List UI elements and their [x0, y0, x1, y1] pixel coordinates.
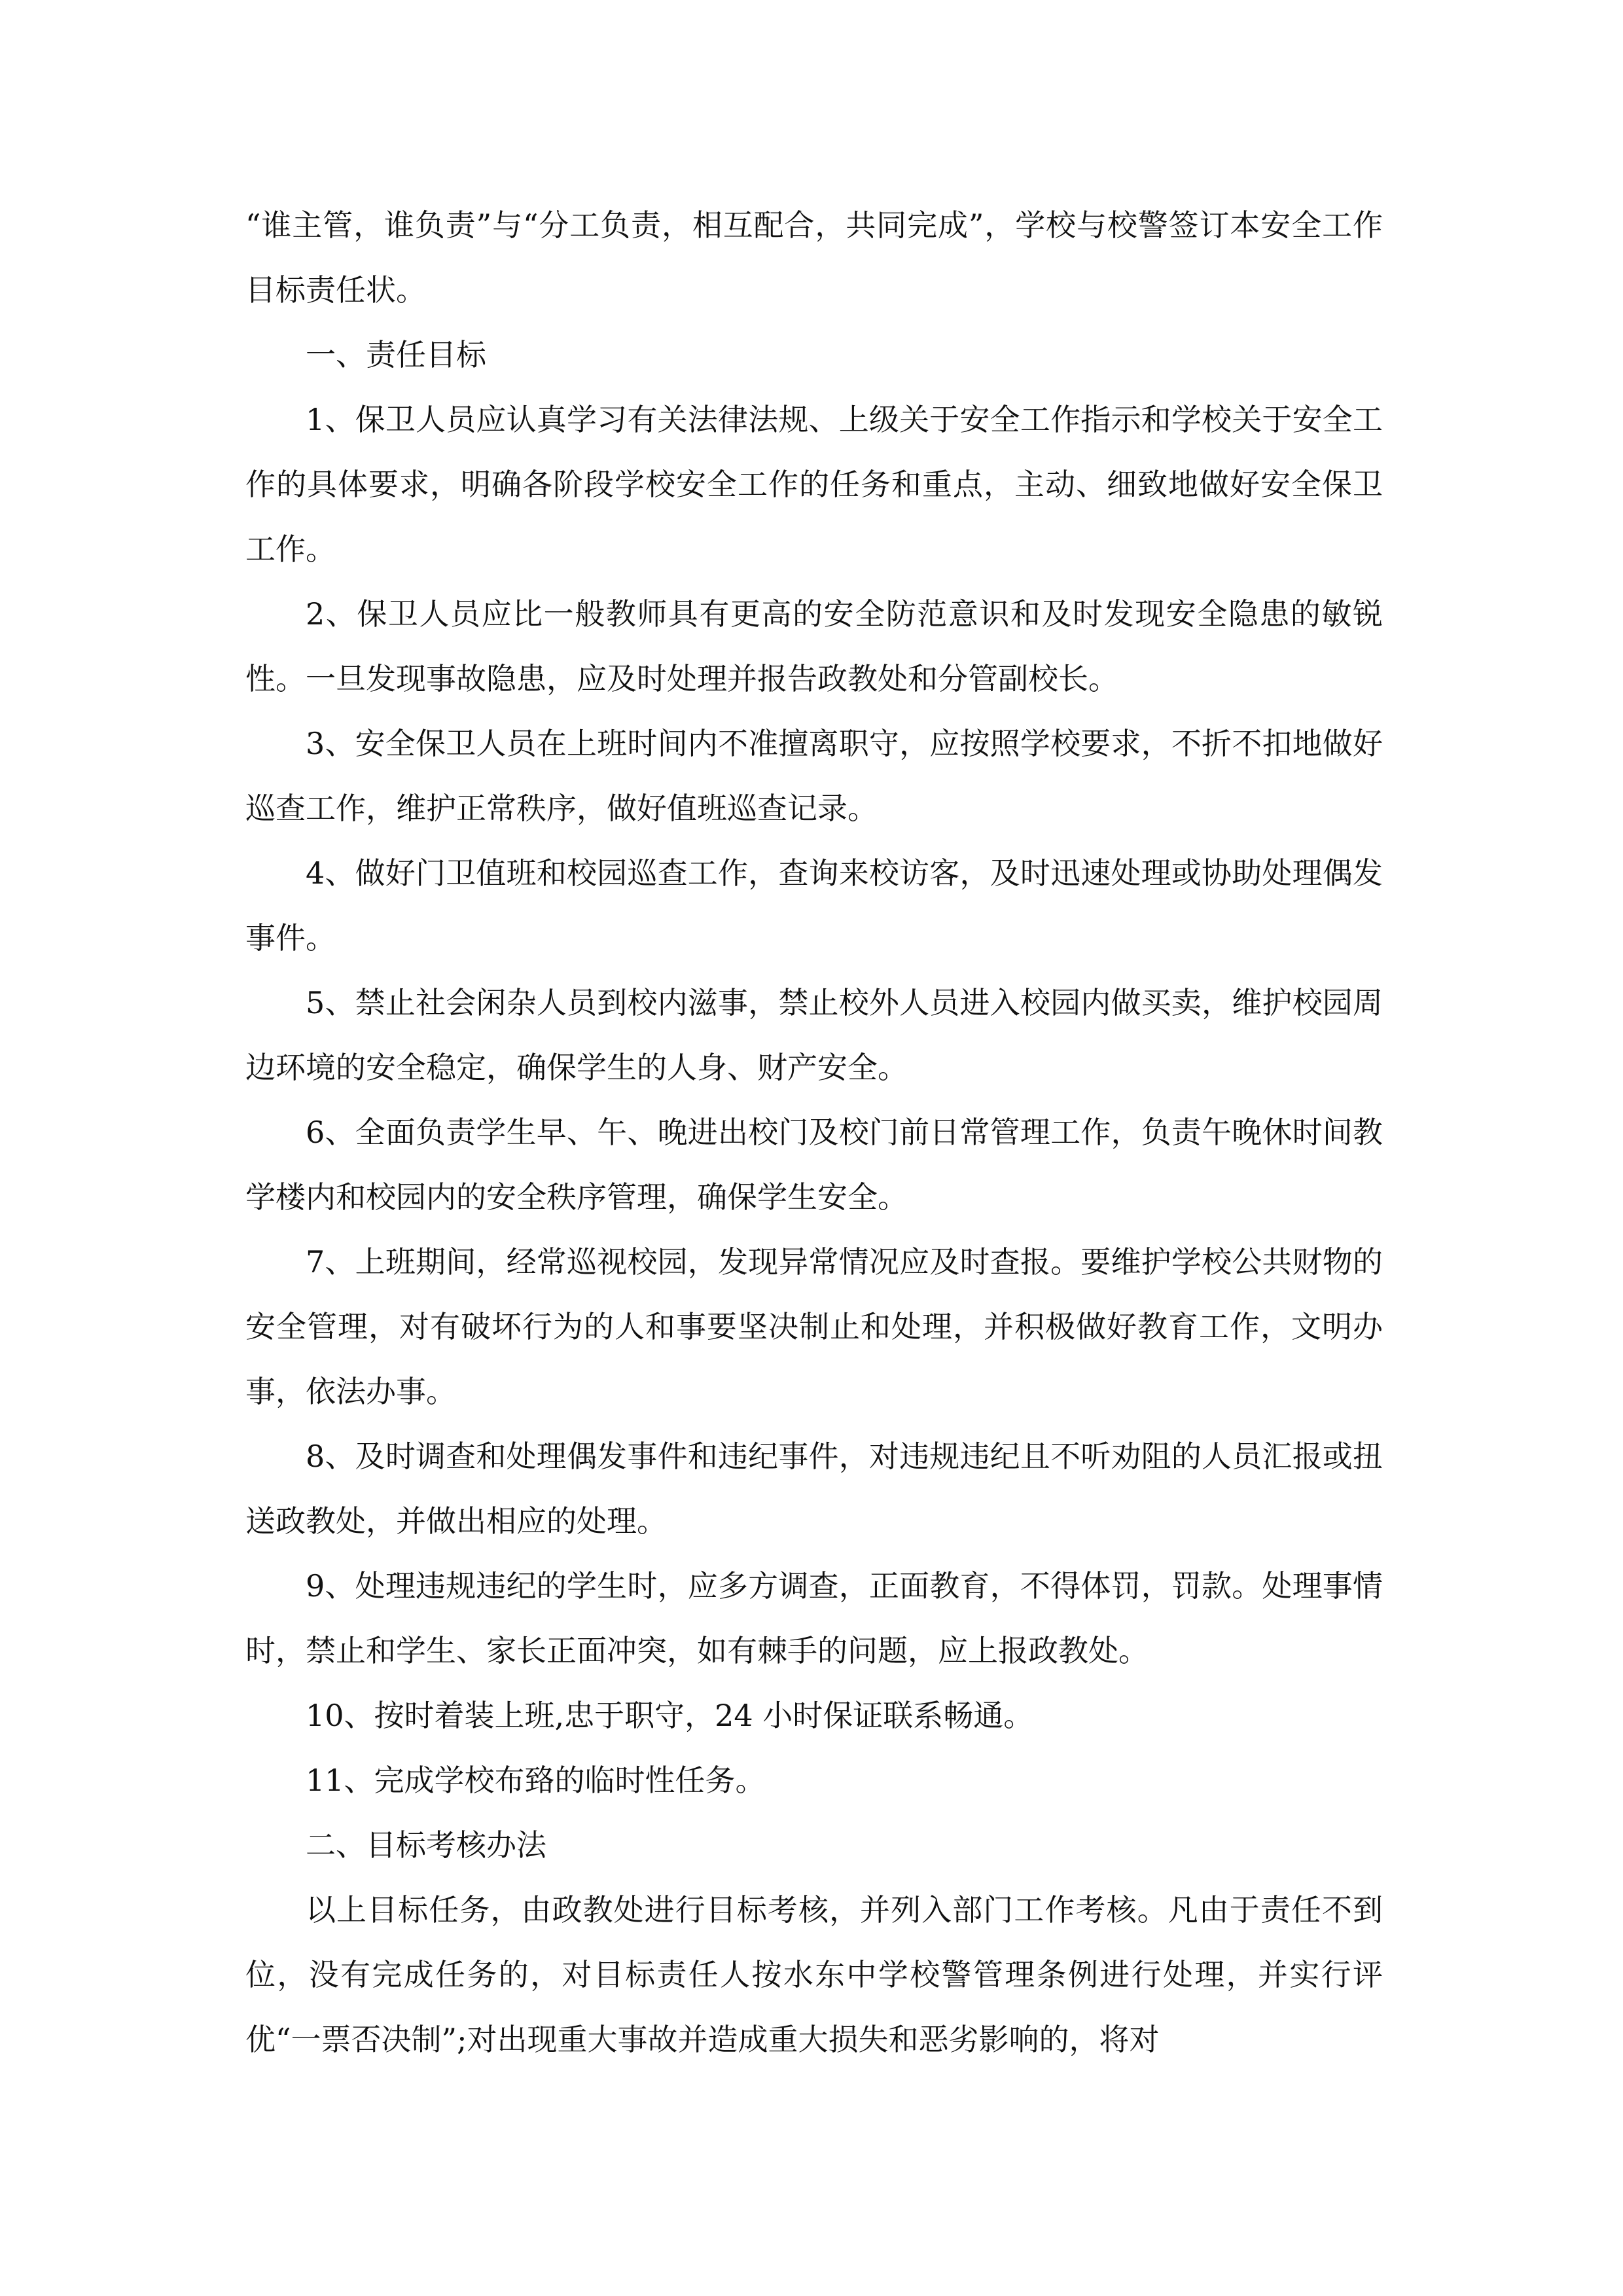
paragraph-item-7: 7、上班期间，经常巡视校园，发现异常情况应及时查报。要维护学校公共财物的安全管理，对有破坏行为的人和事要坚决制止和处理，并积极做好教育工作，文明办事，依法办事。: [245, 1244, 1383, 1409]
section-heading-assessment-method: 二、目标考核办法: [306, 1827, 546, 1863]
paragraph-item-1: 1、保卫人员应认真学习有关法律法规、上级关于安全工作指示和学校关于安全工作的具体要求，明确各阶段学校安全工作的任务和重点，主动、细致地做好安全保卫工作。: [245, 402, 1383, 567]
paragraph-item-6: 6、全面负责学生早、午、晚进出校门及校门前日常管理工作，负责午晚休时间教学楼内和校园内的安全秩序管理，确保学生安全。: [245, 1115, 1383, 1215]
paragraph-intro: “谁主管，谁负责”与“分工负责，相互配合，共同完成”，学校与校警签订本安全工作目标责任状。: [245, 207, 1383, 308]
paragraph-item-9: 9、处理违规违纪的学生时，应多方调查，正面教育，不得体罚，罚款。处理事情时，禁止和学生、家长正面冲突，如有棘手的问题，应上报政教处。: [245, 1568, 1383, 1668]
paragraph-item-2: 2、保卫人员应比一般教师具有更高的安全防范意识和及时发现安全隐患的敏锐性。一旦发现事故隐患，应及时处理并报告政教处和分管副校长。: [245, 596, 1383, 696]
paragraph-item-11: 11、完成学校布臵的临时性任务。: [306, 1763, 766, 1798]
paragraph-item-5: 5、禁止社会闲杂人员到校内滋事，禁止校外人员进入校园内做买卖，维护校园周边环境的安全稳定，确保学生的人身、财产安全。: [245, 985, 1383, 1085]
section-heading-responsibility-goals: 一、责任目标: [306, 337, 486, 372]
document-body: [245, 193, 1383, 2072]
paragraph-item-8: 8、及时调查和处理偶发事件和违纪事件，对违规违纪且不听劝阻的人员汇报或扭送政教处，并做出相应的处理。: [245, 1439, 1383, 1539]
paragraph-assessment: 以上目标任务，由政教处进行目标考核，并列入部门工作考核。凡由于责任不到位，没有完成任务的，对目标责任人按水东中学校警管理条例进行处理，并实行评优“一票否决制”;对出现重大事故并造成重大损失和恶劣影响的，将对: [245, 1892, 1383, 2057]
paragraph-item-4: 4、做好门卫值班和校园巡查工作，查询来校访客，及时迅速处理或协助处理偶发事件。: [245, 855, 1383, 956]
paragraph-item-3: 3、安全保卫人员在上班时间内不准擅离职守，应按照学校要求，不折不扣地做好巡查工作，维护正常秩序，做好值班巡查记录。: [245, 726, 1383, 826]
paragraph-item-10: 10、按时着装上班,忠于职守，24 小时保证联系畅通。: [306, 1698, 1034, 1733]
